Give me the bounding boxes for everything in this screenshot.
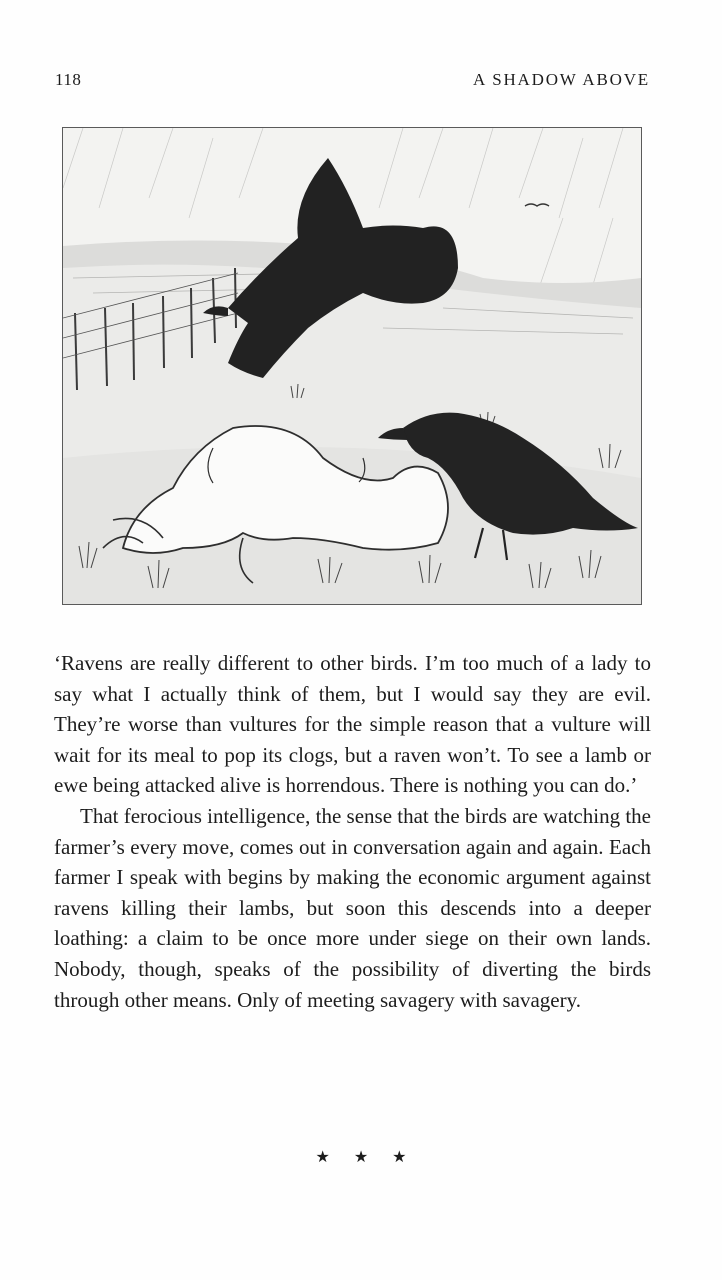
body-text <box>54 648 651 1015</box>
paragraph-narrative: That ferocious intelligence, the sense that the birds are watching the farmer’s every move, comes out in conversation again and again. Each farmer I speak with begins by making the economic argument against ravens killing their lambs, but soon this descends into a deeper loathing: a claim to be once more under siege on their own lands. Nobody, though, speaks of the possibility of diverting the birds through other means. Only of meeting savagery with savagery. <box>54 803 651 1012</box>
ravens-illustration <box>62 127 642 605</box>
paragraph-quote: ‘Ravens are really different to other birds. I’m too much of a lady to say what I actually think of them, but I would say they are evil. They’re worse than vultures for the simple reason that a vulture will wait for its meal to pop its clogs, but a raven won’t. To see a lamb or ewe being attacked alive is horrendous. There is nothing you can do.’ <box>54 651 651 798</box>
running-head <box>55 70 650 94</box>
running-title: A SHADOW ABOVE <box>473 70 650 89</box>
section-break: ★ ★ ★ <box>315 1149 417 1166</box>
etching-drawing <box>63 128 641 604</box>
page-number: 118 <box>55 70 82 89</box>
